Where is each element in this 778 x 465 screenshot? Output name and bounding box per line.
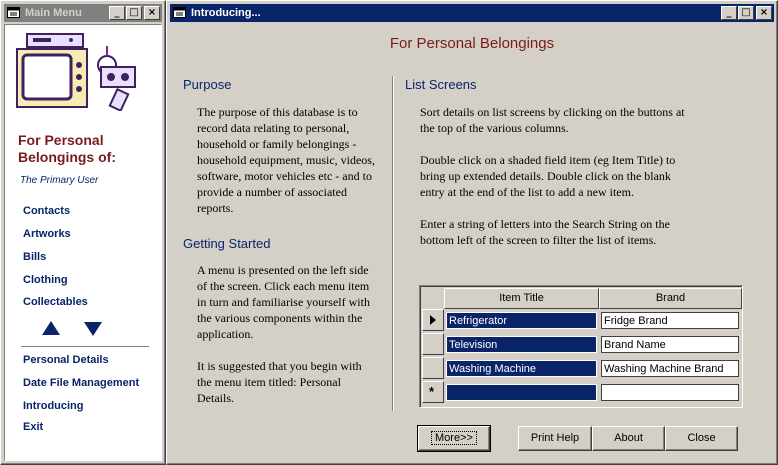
- sample-list-table: [419, 285, 743, 408]
- close-form-button[interactable]: Close: [665, 426, 738, 451]
- list-screens-heading: List Screens: [405, 77, 477, 92]
- menu-item-personal-details[interactable]: Personal Details: [23, 354, 109, 366]
- scroll-up-arrow-icon[interactable]: [42, 321, 60, 335]
- getting-started-heading: Getting Started: [183, 236, 271, 251]
- column-header-brand[interactable]: Brand: [599, 288, 742, 309]
- page-title: For Personal Belongings: [389, 35, 555, 52]
- introducing-title: Introducing...: [191, 7, 261, 19]
- more-button-label: More>>: [431, 431, 477, 445]
- scroll-down-arrow-icon[interactable]: [84, 322, 102, 336]
- introducing-window: [166, 0, 778, 465]
- column-header-item-title[interactable]: Item Title: [444, 288, 599, 309]
- main-menu-window: [0, 0, 166, 465]
- table-row-brand[interactable]: Fridge Brand: [601, 312, 739, 329]
- main-menu-client: [4, 24, 162, 461]
- purpose-heading: Purpose: [183, 77, 232, 92]
- table-row-title[interactable]: Television: [446, 336, 597, 353]
- menu-item-bills[interactable]: Bills: [23, 251, 47, 263]
- minimize-button[interactable]: _: [721, 6, 737, 20]
- user-name: The Primary User: [20, 175, 99, 186]
- table-row-title[interactable]: [446, 384, 597, 401]
- menu-item-collectables[interactable]: Collectables: [23, 296, 88, 308]
- close-button[interactable]: ×: [756, 6, 772, 20]
- menu-item-date-file-management[interactable]: Date File Management: [23, 377, 140, 389]
- menu-item-clothing[interactable]: Clothing: [23, 274, 68, 286]
- table-row-brand[interactable]: [601, 384, 739, 401]
- main-menu-title: Main Menu: [25, 7, 82, 19]
- menu-item-exit[interactable]: Exit: [23, 421, 44, 433]
- getting-started-text: A menu is presented on the left side of the screen. Click each menu item in turn and familiarise yourself with the various components within the application. It is suggested that you begin with the menu item titled: Personal Details.: [197, 263, 370, 405]
- menu-item-introducing[interactable]: Introducing: [23, 400, 84, 412]
- row-selector[interactable]: [422, 309, 444, 331]
- table-row-brand[interactable]: Washing Machine Brand: [601, 360, 739, 377]
- table-row-title[interactable]: Washing Machine: [446, 360, 597, 377]
- maximize-button[interactable]: □: [738, 6, 754, 20]
- menu-item-artworks[interactable]: Artworks: [23, 228, 71, 240]
- table-row-title[interactable]: Refrigerator: [446, 312, 597, 329]
- print-help-button[interactable]: Print Help: [518, 426, 592, 451]
- introducing-titlebar[interactable]: [170, 4, 774, 22]
- main-menu-titlebar[interactable]: [4, 4, 162, 22]
- new-record-icon: *: [429, 384, 435, 399]
- row-selector[interactable]: [422, 333, 444, 355]
- list-screens-text: Sort details on list screens by clicking on the buttons at the top of the various columns. Double click on a shaded field item (eg Item Title) to bring up extended details. Double click on the blank entry at the end of the list to add a new item. Enter a string of letters into the Search String on the bottom left of the screen to filter the list of items.: [420, 105, 685, 247]
- row-selector[interactable]: [422, 357, 444, 379]
- form-icon: [173, 7, 187, 19]
- introducing-client: [170, 24, 774, 461]
- close-button[interactable]: ×: [144, 6, 160, 20]
- purpose-text: The purpose of this database is to record data relating to personal, household or family belongings - household equipment, music, videos, software, motor vehicles etc - and to provide a number of associated reports.: [197, 105, 375, 215]
- menu-divider: [21, 346, 149, 348]
- current-record-pointer-icon: [430, 315, 436, 325]
- maximize-button[interactable]: □: [126, 6, 142, 20]
- form-icon: [7, 7, 21, 19]
- more-button[interactable]: [418, 426, 490, 451]
- belongings-illustration: [13, 31, 153, 111]
- about-button[interactable]: About: [592, 426, 665, 451]
- section-divider: [392, 76, 394, 411]
- row-selector[interactable]: [422, 381, 444, 403]
- menu-heading: For Personal Belongings of:: [18, 132, 116, 165]
- table-row-brand[interactable]: Brand Name: [601, 336, 739, 353]
- minimize-button[interactable]: _: [109, 6, 125, 20]
- menu-item-contacts[interactable]: Contacts: [23, 205, 71, 217]
